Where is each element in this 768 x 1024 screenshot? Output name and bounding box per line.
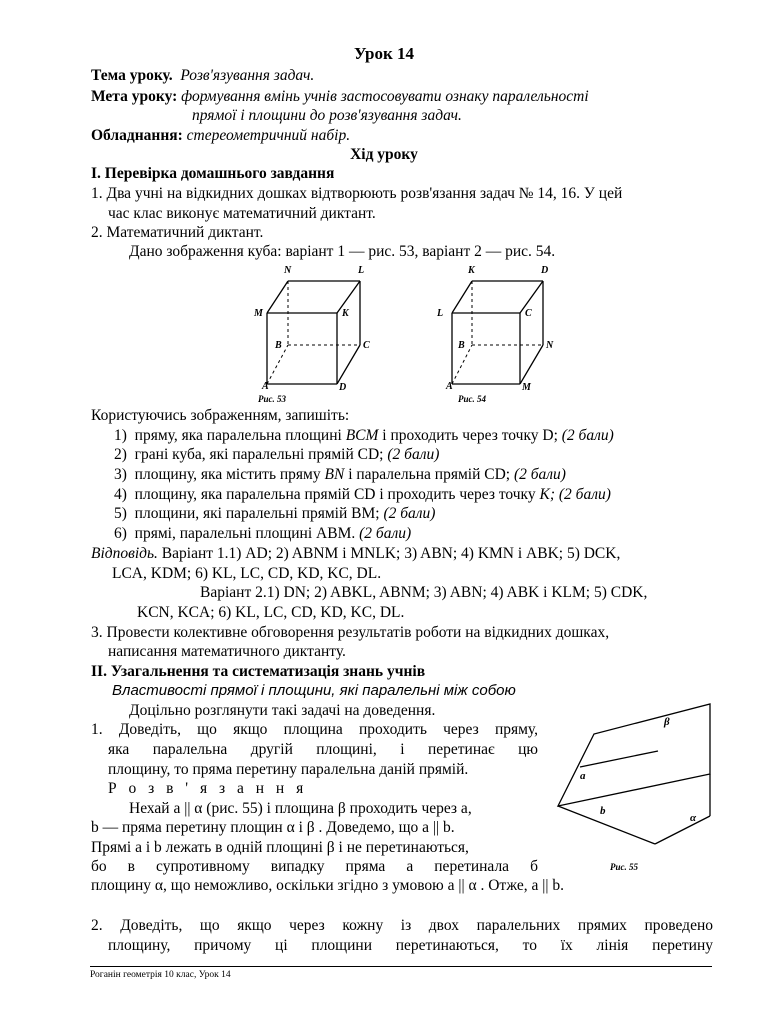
label-M: M (254, 308, 263, 319)
plane-beta (558, 704, 710, 806)
task1-line1: 1. Доведіть, що якщо площина проходить через пряму, (91, 721, 538, 738)
task-item (114, 485, 611, 504)
task-text: грані куба, які паралельні прямій CD; (134, 446, 388, 463)
task-score: (2 бали) (558, 486, 611, 503)
task-text: площину, яка містить пряму (134, 466, 325, 483)
task-score: (2 бали) (387, 446, 440, 463)
s1-item1-line1: 1. Два учні на відкидних дошках відтворюють розв'язання задач № 14, 16. У цей (91, 185, 623, 202)
label-C: C (363, 340, 370, 351)
task-italic: BN (324, 466, 345, 483)
plane-alpha-edge-bottom (655, 816, 710, 844)
section2-heading: II. Узагальнення та систематизація знань учнів (91, 663, 426, 680)
label-b: b (600, 805, 606, 817)
topic-label: Тема уроку. (91, 67, 173, 84)
goal-value-1: формування вмінь учнів застосовувати ознаку паралельності (181, 88, 589, 105)
label-K: K (468, 265, 475, 276)
label-beta: β (664, 716, 670, 728)
task-italic: K; (539, 486, 555, 503)
label-B: B (275, 340, 282, 351)
label-a: a (580, 770, 586, 782)
task-item (114, 445, 439, 464)
fig53-caption: Рис. 53 (258, 394, 286, 404)
solution-line5: площину α, що неможливо, оскільки згідно з умовою a || α . Отже, a || b. (91, 877, 564, 894)
label-D: D (339, 382, 347, 393)
fig55-caption: Рис. 55 (610, 862, 638, 872)
solution-line2: b — пряма перетину площин α і β . Доведемо, що a || b. (91, 819, 455, 836)
figure-53-cube (250, 262, 380, 408)
task1-line3: площину, то пряма перетину паралельна даній прямій. (108, 761, 469, 778)
task-text: прямі, паралельні площині ABM. (134, 525, 360, 542)
footer-rule (90, 966, 712, 967)
task-item (114, 465, 566, 484)
s1-item3-line1: 3. Провести колективне обговорення результатів роботи на відкидних дошках, (91, 624, 610, 641)
task-num: 6) (114, 525, 127, 542)
goal-value-2: прямої і площини до розв'язування задач. (192, 107, 462, 124)
label-alpha: α (690, 812, 697, 824)
goal-label: Мета уроку: (91, 88, 178, 105)
task-num: 1) (114, 427, 127, 444)
label-K: K (342, 308, 349, 319)
equipment-label: Обладнання: (91, 127, 183, 144)
label-A: A (262, 381, 269, 392)
task1-line2: яка паралельна другій площині, і перетинає цю (108, 741, 538, 758)
label-N: N (284, 265, 292, 276)
lesson-title: Урок 14 (353, 44, 415, 63)
dictation-intro: Дано зображення куба: варіант 1 — рис. 53, варіант 2 — рис. 54. (129, 243, 556, 260)
s1-item2: 2. Математичний диктант. (91, 224, 264, 241)
task2-line1: 2. Доведіть, що якщо через кожну із двох паралельних прямих проведено (91, 917, 713, 934)
label-C: C (525, 308, 532, 319)
fig54-caption: Рис. 54 (458, 394, 486, 404)
s1-item3-line2: написання математичного диктанту. (108, 643, 346, 660)
solution-label: Р о з в ' я з а н н я (108, 780, 308, 797)
line-a (580, 751, 658, 767)
label-L: L (358, 265, 365, 276)
answer-v2-line1: Варіант 2.1) DN; 2) ABKL, ABNM; 3) ABN; 4) ABK і KLM; 5) CDK, (200, 584, 648, 601)
figure-55-planes (548, 702, 718, 878)
solution-line4: бо в супротивному випадку пряма a перетинала б (91, 858, 538, 875)
task-num: 4) (114, 486, 127, 503)
label-N: N (546, 340, 554, 351)
section2-intro: Доцільно розглянути такі задачі на доведення. (129, 702, 436, 719)
task-score: (2 бали) (561, 427, 614, 444)
label-M: M (522, 382, 531, 393)
solution-line1: Нехай a || α (рис. 55) і площина β проходить через a, (129, 800, 472, 817)
task-text: пряму, яка паралельна площині (134, 427, 346, 444)
topic-value: Розв'язування задач. (180, 67, 315, 84)
plane-alpha-edge-left (558, 806, 655, 844)
section2-subheading: Властивості прямої і площини, які паралельні між собою (112, 682, 516, 699)
answer-v2-line2: KCN, KCA; 6) KL, LC, CD, KD, KC, DL. (137, 604, 405, 621)
task-score: (2 бали) (359, 525, 412, 542)
task-score: (2 бали) (383, 505, 436, 522)
label-D: D (541, 265, 549, 276)
figure-54-cube (432, 262, 562, 408)
edge-LK (452, 281, 472, 313)
section1-heading: I. Перевірка домашнього завдання (91, 165, 335, 182)
edge-MN (267, 281, 288, 313)
edge-MN (520, 345, 543, 384)
solution-line3: Прямі a і b лежать в одній площині β і не перетинаються, (91, 839, 469, 856)
write-intro: Користуючись зображенням, запишіть: (91, 407, 350, 424)
task-num: 5) (114, 505, 127, 522)
answer-v1-line2: LCA, KDM; 6) KL, LC, CD, KD, KC, DL. (112, 565, 382, 582)
label-L: L (437, 308, 444, 319)
task-score: (2 бали) (513, 466, 566, 483)
task-num: 2) (114, 446, 127, 463)
label-B: B (458, 340, 465, 351)
task-item (114, 426, 614, 445)
answer-v1-text: Варіант 1.1) AD; 2) ABNM і MNLK; 3) ABN; 4) KMN і ABK; 5) DCK, (161, 545, 621, 562)
task-item (114, 504, 435, 523)
s1-item1-line2: час клас виконує математичний диктант. (108, 205, 376, 222)
goal-line (91, 87, 589, 106)
footer: Роганін геометрія 10 клас, Урок 14 (90, 970, 231, 980)
task-text-post: і паралельна прямій CD; (344, 466, 514, 483)
edge-DC (337, 345, 360, 384)
task-text-post: і проходить через точку D; (378, 427, 562, 444)
answer-v1-line1 (91, 544, 620, 563)
answer-label: Відповідь. (91, 545, 158, 562)
topic-line (91, 66, 314, 85)
equipment-value: стереометричний набір. (186, 127, 351, 144)
task-text: площини, які паралельні прямій BM; (134, 505, 384, 522)
label-A: A (446, 381, 453, 392)
task-text: площину, яка паралельна прямій CD і проходить через точку (134, 486, 540, 503)
task2-line2: площину, причому ці площини перетинаються, то їх лінія перетину (108, 937, 713, 954)
course-heading: Хід уроку (350, 146, 418, 163)
task-italic: BCM (345, 427, 379, 444)
task-num: 3) (114, 466, 127, 483)
task-item (114, 524, 411, 543)
equipment-line (91, 126, 350, 145)
